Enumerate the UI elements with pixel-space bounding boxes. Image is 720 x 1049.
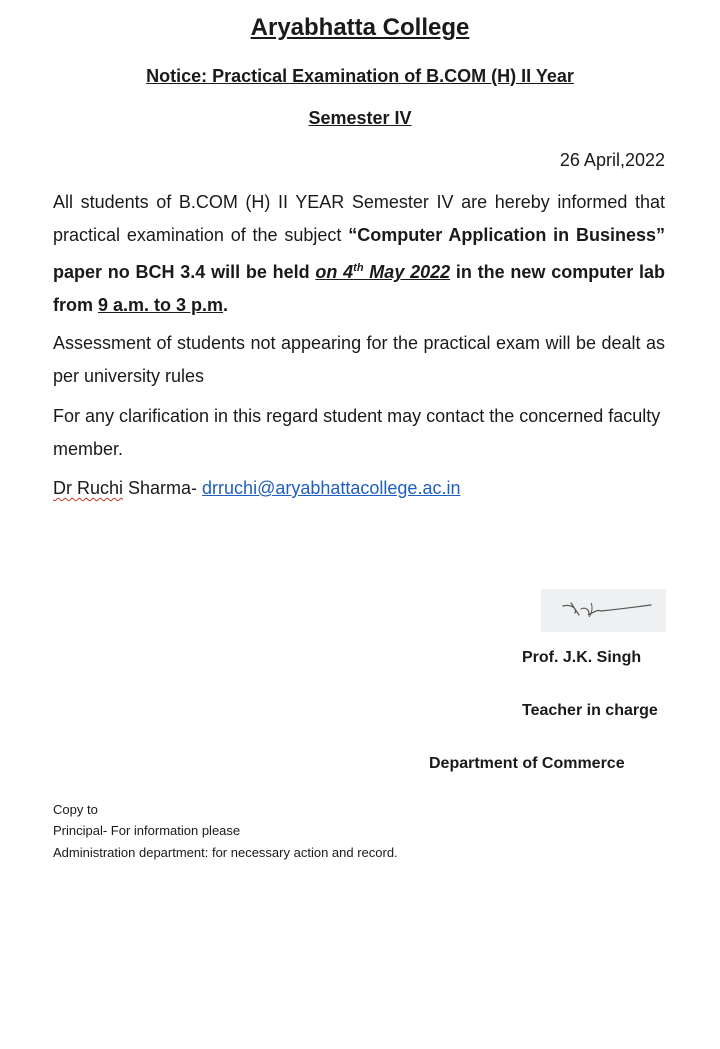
paragraph-exam-details xyxy=(53,186,665,322)
contact-line xyxy=(53,478,460,499)
paragraph-end: . xyxy=(223,295,229,315)
signatory-department: Department of Commerce xyxy=(429,755,625,772)
notice-date: 26 April,2022 xyxy=(559,150,665,170)
signatory-name: Prof. J.K. Singh xyxy=(522,649,642,666)
exam-time: 9 a.m. to 3 p.m xyxy=(98,295,224,315)
subject-name: “Computer Application in Business” paper no BCH 3.4 will be held xyxy=(53,225,665,282)
exam-venue: in the new computer lab from xyxy=(53,262,665,315)
semester-heading: Semester IV xyxy=(308,108,412,128)
copy-to-heading: Copy to xyxy=(53,802,98,817)
notice-heading: Notice: Practical Examination of B.COM (H) II Year xyxy=(146,66,574,86)
copy-to-principal: Principal- For information please xyxy=(53,823,241,838)
signature-icon xyxy=(541,589,666,632)
contact-name-rest: Sharma- xyxy=(123,478,203,498)
paragraph-intro: All students of B.COM (H) II YEAR Semester IV are hereby informed that practical examination of the subject xyxy=(53,192,665,245)
contact-email-link[interactable]: drruchi@aryabhattacollege.ac.in xyxy=(202,478,461,498)
paragraph-assessment: Assessment of students not appearing for the practical exam will be dealt as per university rules xyxy=(53,333,665,386)
signatory-role: Teacher in charge xyxy=(522,702,658,719)
paragraph-clarification: For any clarification in this regard student may contact the concerned faculty member. xyxy=(53,406,661,459)
exam-date: on 4th May 2022 xyxy=(315,262,451,282)
contact-name-underlined: Dr Ruchi xyxy=(53,478,124,498)
copy-to-administration: Administration department: for necessary action and record. xyxy=(53,845,398,860)
college-title: Aryabhatta College xyxy=(250,14,470,41)
signature-image xyxy=(541,589,666,632)
